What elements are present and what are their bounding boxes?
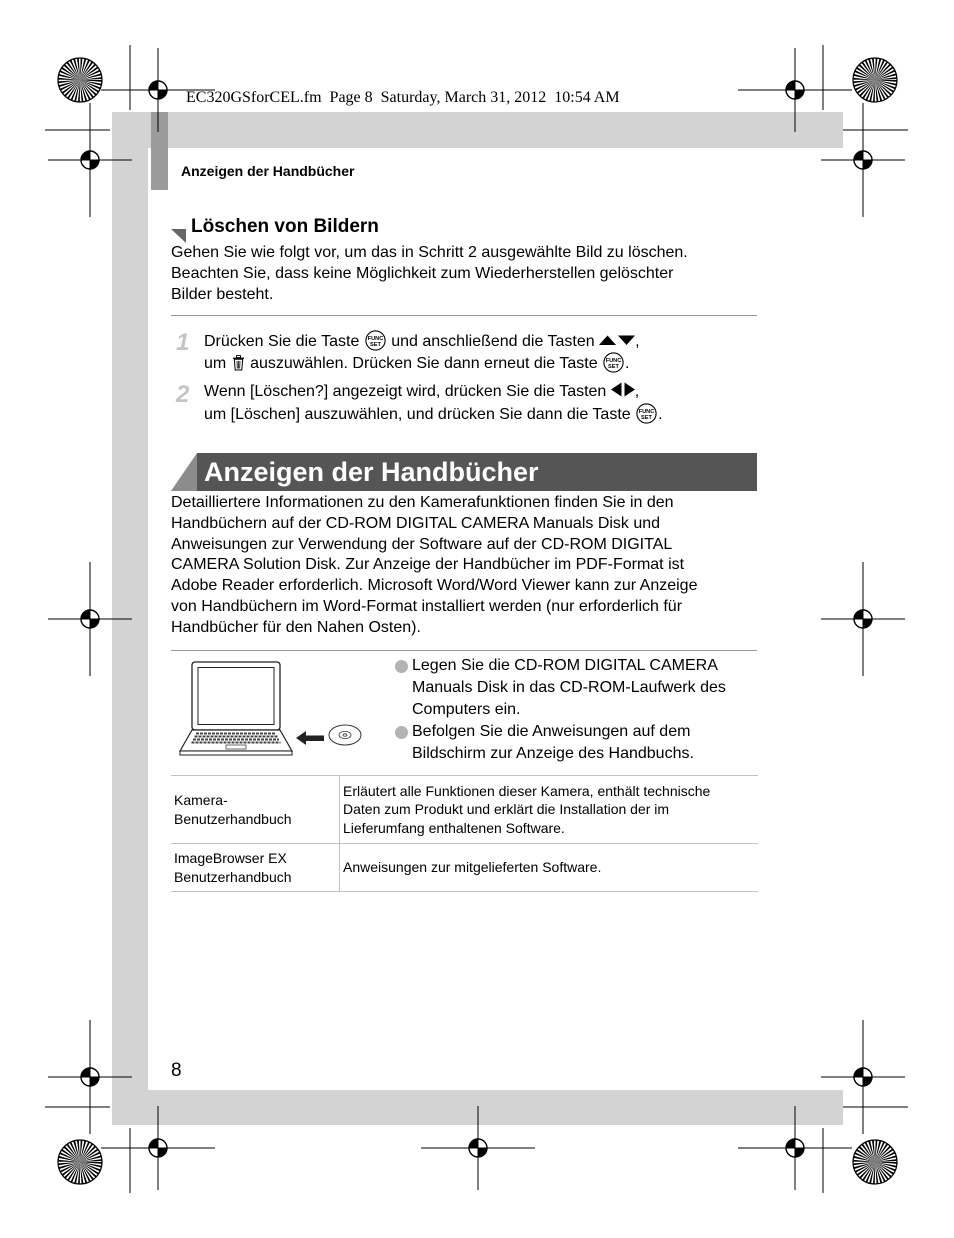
- cd-icon: [329, 725, 361, 745]
- registration-mark: [821, 1020, 905, 1134]
- paragraph-line: Adobe Reader erforderlich. Microsoft Word/Word Viewer kann zur Anzeige: [171, 577, 698, 595]
- paragraph-line: Detailliertere Informationen zu den Kamerafunktionen finden Sie in den: [171, 494, 674, 511]
- paragraph-line: CAMERA Solution Disk. Zur Anzeige der Handbücher im PDF-Format ist: [171, 556, 685, 574]
- step-line: [204, 330, 640, 352]
- registration-mark: [738, 48, 852, 132]
- set-label: SET: [608, 364, 619, 370]
- step-line: [204, 403, 663, 425]
- step-number: 2: [176, 381, 190, 408]
- step-text: und anschließend die Tasten: [386, 333, 600, 350]
- step-text: Drücken Sie die Taste: [204, 333, 364, 350]
- paragraph-line: Handbücher für den Nahen Osten).: [171, 618, 421, 636]
- starburst-mark: [58, 58, 102, 102]
- divider: [171, 315, 757, 316]
- table-row: [171, 776, 758, 844]
- bullet-icon: [395, 726, 408, 739]
- step-number: 1: [176, 329, 190, 356]
- starburst-mark: [58, 1140, 102, 1184]
- starburst-mark: [853, 1140, 897, 1184]
- subsection-title: Löschen von Bildern: [191, 216, 379, 237]
- paragraph-line: Anweisungen zur Verwendung der Software auf der CD-ROM DIGITAL: [171, 535, 673, 553]
- step-text: ,: [635, 333, 640, 350]
- cell-line: Benutzerhandbuch: [174, 810, 292, 827]
- instruction-item: [412, 721, 694, 765]
- paragraph-line: Beachten Sie, dass keine Möglichkeit zum Wiederherstellen gelöschter: [171, 265, 674, 282]
- laptop-icon: [180, 662, 292, 755]
- manual-description-cell: [340, 776, 758, 843]
- table-row: [171, 844, 758, 892]
- set-label: SET: [641, 415, 653, 421]
- cell-line: Anweisungen zur mitgelieferten Software.: [343, 859, 602, 876]
- section-heading-title: Anzeigen der Handbücher: [204, 457, 539, 487]
- func-label: FUNC: [638, 408, 655, 415]
- step-2: [204, 381, 663, 425]
- step-1: [204, 330, 640, 374]
- cell-line: Kamera-: [174, 792, 228, 808]
- arrow-left-icon: [296, 731, 324, 745]
- func-label: FUNC: [367, 335, 384, 342]
- instruction-line: Befolgen Sie die Anweisungen auf dem: [412, 723, 691, 740]
- step-text: um: [204, 355, 231, 372]
- step-line: [204, 381, 663, 403]
- func-set-icon: [636, 403, 657, 424]
- step-text: .: [625, 355, 630, 372]
- manual-name-cell: [171, 776, 340, 843]
- section-heading: [171, 453, 757, 491]
- registration-mark: [101, 1106, 215, 1190]
- cell-line: ImageBrowser EX: [174, 850, 287, 866]
- step-text: ,: [634, 383, 640, 400]
- set-label: SET: [369, 342, 381, 348]
- registration-mark: [48, 562, 132, 676]
- cell-line: Erläutert alle Funktionen dieser Kamera, enthält technische: [343, 782, 711, 799]
- registration-mark: [48, 1020, 132, 1134]
- manuals-intro: [171, 493, 697, 639]
- instruction-item: [412, 655, 726, 721]
- paragraph-line: Gehen Sie wie folgt vor, um das in Schritt 2 ausgewählte Bild zu löschen.: [171, 244, 688, 261]
- cell-line: Benutzerhandbuch: [174, 868, 292, 885]
- manual-description-cell: [340, 844, 758, 891]
- func-set-icon: [365, 330, 386, 351]
- registration-mark: [821, 562, 905, 676]
- laptop-illustration: [170, 655, 370, 760]
- trash-icon: [232, 355, 245, 371]
- cell-line: Daten zum Produkt und erklärt die Installation der im: [343, 801, 670, 818]
- manual-name-cell: [171, 844, 340, 891]
- step-text: auszuwählen. Drücken Sie dann erneut die Taste: [245, 355, 603, 372]
- registration-mark: [48, 103, 132, 217]
- step-text: .: [658, 406, 663, 423]
- step-text: Wenn [Löschen?] angezeigt wird, drücken Sie die Tasten: [204, 383, 611, 400]
- registration-mark: [421, 1106, 535, 1190]
- step-line: [204, 352, 640, 374]
- file-header: EC320GSforCEL.fm Page 8 Saturday, March 31, 2012 10:54 AM: [186, 89, 620, 106]
- registration-mark: [738, 1106, 852, 1190]
- func-set-icon: [603, 352, 624, 373]
- cell-line: Lieferumfang enthaltenen Software.: [343, 819, 565, 836]
- func-label: FUNC: [605, 357, 622, 364]
- paragraph-line: von Handbüchern im Word-Format installiert werden (nur erforderlich für: [171, 598, 683, 616]
- instruction-line: Manuals Disk in das CD-ROM-Laufwerk des: [412, 679, 726, 696]
- paragraph-line: Handbüchern auf der CD-ROM DIGITAL CAMERA Manuals Disk und: [171, 514, 661, 532]
- bullet-icon: [395, 660, 408, 673]
- instruction-line: Bildschirm zur Anzeige des Handbuchs.: [412, 745, 694, 762]
- up-down-arrow-icon: [599, 334, 635, 346]
- running-head: Anzeigen der Handbücher: [181, 163, 355, 179]
- step-text: um [Löschen] auszuwählen, und drücken Sie dann die Taste: [204, 406, 636, 423]
- starburst-mark: [853, 58, 897, 102]
- page-number: 8: [171, 1060, 182, 1081]
- instruction-line: Computers ein.: [412, 701, 521, 718]
- instruction-line: Legen Sie die CD-ROM DIGITAL CAMERA: [412, 657, 718, 674]
- left-right-arrow-icon: [611, 382, 635, 397]
- manuals-table: [171, 775, 758, 892]
- divider: [171, 650, 757, 651]
- paragraph-line: Bilder besteht.: [171, 286, 274, 303]
- registration-mark: [821, 103, 905, 217]
- delete-intro: [171, 242, 688, 305]
